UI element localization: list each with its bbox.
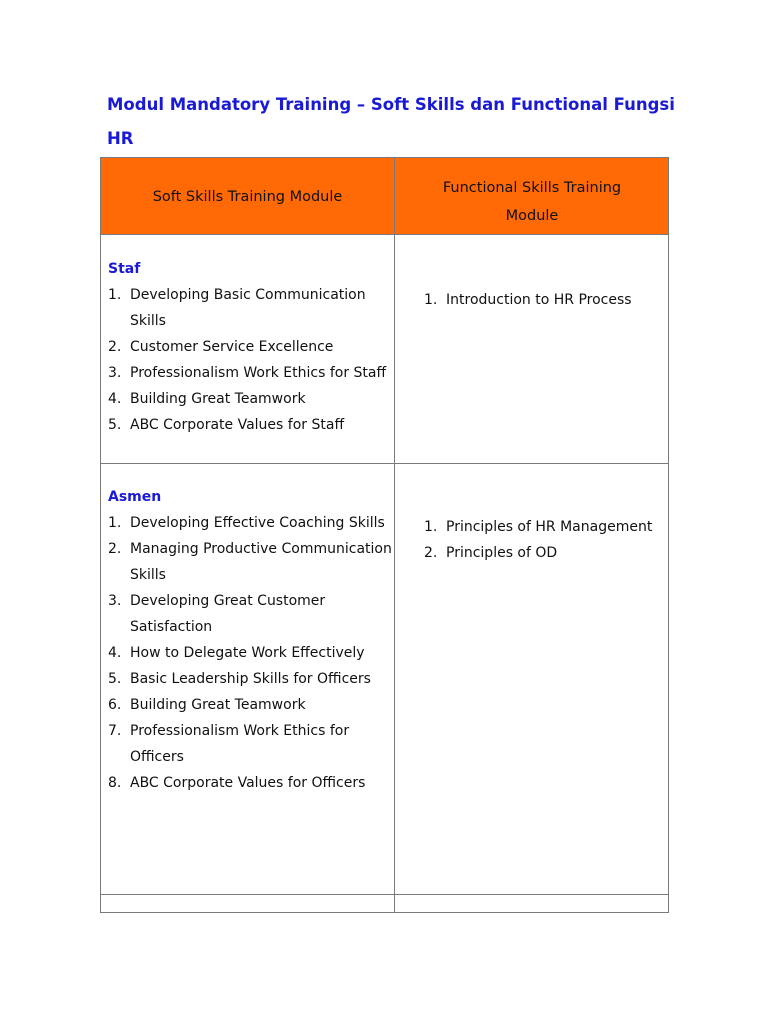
list-item: 7. Professionalism Work Ethics for Officers — [108, 723, 350, 765]
staf-functional-cell — [424, 287, 664, 313]
asmen-functional-skills-list — [424, 514, 664, 566]
asmen-soft-skills-list — [108, 510, 392, 796]
list-item: 1. Principles of HR Management — [424, 519, 653, 535]
header-functional-skills: Functional Skills Training Module — [442, 179, 622, 224]
staf-soft-cell — [108, 256, 392, 438]
list-item: 2. Principles of OD — [424, 545, 558, 561]
row-divider-staf-asmen — [101, 463, 668, 464]
column-divider — [394, 158, 395, 912]
list-item: 1. Developing Effective Coaching Skills — [108, 515, 385, 531]
training-module-table — [100, 157, 669, 913]
level-label-staf: Staf — [108, 261, 141, 277]
list-item: 2. Customer Service Excellence — [108, 339, 334, 355]
list-item: 2. Managing Productive Communication Skills — [108, 541, 392, 583]
asmen-soft-cell — [108, 484, 392, 796]
list-item: 6. Building Great Teamwork — [108, 697, 306, 713]
level-label-asmen: Asmen — [108, 489, 162, 505]
row-divider-bottom — [101, 894, 668, 895]
list-item: 3. Professionalism Work Ethics for Staff — [108, 365, 387, 381]
asmen-functional-cell — [424, 514, 664, 566]
list-item: 4. How to Delegate Work Effectively — [108, 645, 365, 661]
list-item: 5. ABC Corporate Values for Staff — [108, 417, 345, 433]
list-item: 8. ABC Corporate Values for Officers — [108, 775, 366, 791]
list-item: 3. Developing Great Customer Satisfaction — [108, 593, 326, 635]
header-soft-skills: Soft Skills Training Module — [152, 188, 343, 205]
list-item: 5. Basic Leadership Skills for Officers — [108, 671, 371, 687]
list-item: 1. Introduction to HR Process — [424, 292, 632, 308]
list-item: 1. Developing Basic Communication Skills — [108, 287, 366, 329]
staf-functional-skills-list — [424, 287, 664, 313]
list-item: 4. Building Great Teamwork — [108, 391, 306, 407]
document-title: Modul Mandatory Training – Soft Skills dan Functional Fungsi HR — [107, 95, 675, 148]
staf-soft-skills-list — [108, 282, 392, 438]
